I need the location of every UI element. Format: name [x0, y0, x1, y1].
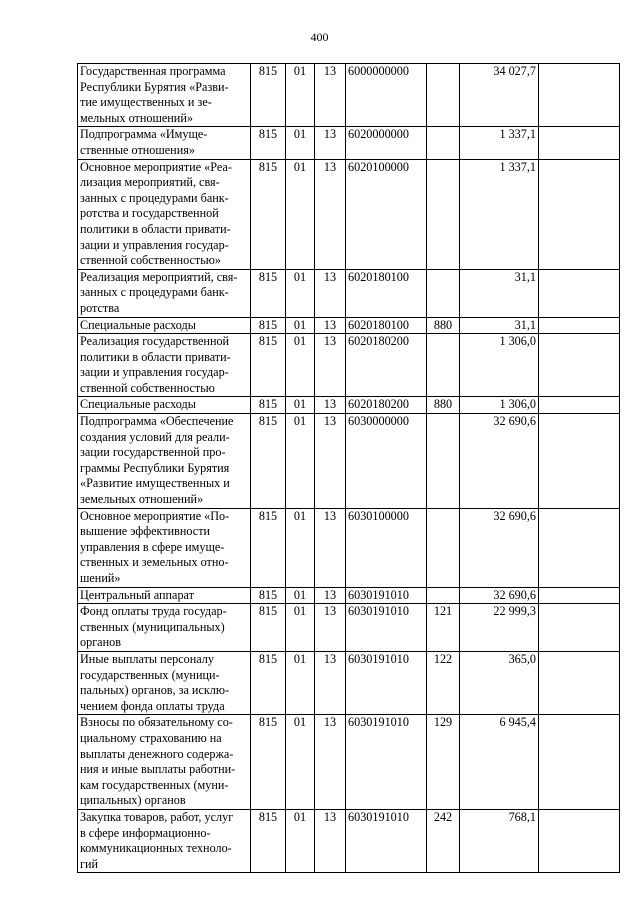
expense-type-cell — [427, 414, 460, 509]
ministry-cell: 815 — [251, 651, 286, 714]
section-cell: 01 — [286, 159, 315, 269]
row-name-line: ния и иные выплаты работни- — [80, 762, 236, 777]
row-name-line: гий — [80, 856, 99, 871]
section-cell: 01 — [286, 809, 315, 872]
row-name-line: ственной собственностью — [80, 380, 215, 395]
row-name-line: Подпрограмма «Обеспечение — [80, 414, 234, 429]
row-name-line: циальному страхованию на — [80, 730, 222, 745]
table-row — [78, 397, 620, 414]
row-name-line: зации и управления государ- — [80, 365, 229, 380]
subsection-cell: 13 — [315, 397, 346, 414]
target-article-cell: 6020180100 — [346, 269, 427, 317]
target-article-cell: 6000000000 — [346, 64, 427, 127]
row-name-cell — [78, 414, 251, 509]
row-name-line: Основное мероприятие «Реа- — [80, 159, 232, 174]
section-cell: 01 — [286, 715, 315, 810]
row-name-line: Основное мероприятие «По- — [80, 508, 230, 523]
amount-cell: 34 027,7 — [460, 64, 539, 127]
row-name-line: Реализация государственной — [80, 334, 230, 349]
subsection-cell: 13 — [315, 269, 346, 317]
section-cell: 01 — [286, 587, 315, 604]
expense-type-cell — [427, 587, 460, 604]
empty-cell — [539, 127, 620, 159]
amount-cell: 32 690,6 — [460, 414, 539, 509]
row-name-cell — [78, 334, 251, 397]
table-row — [78, 127, 620, 159]
ministry-cell: 815 — [251, 397, 286, 414]
empty-cell — [539, 604, 620, 652]
table-row — [78, 809, 620, 872]
target-article-cell: 6030191010 — [346, 587, 427, 604]
row-name-line: ципальных) органов — [80, 793, 186, 808]
row-name-line: зации и управления государ- — [80, 237, 229, 252]
ministry-cell: 815 — [251, 269, 286, 317]
amount-cell: 31,1 — [460, 317, 539, 334]
amount-cell: 768,1 — [460, 809, 539, 872]
table-row — [78, 587, 620, 604]
ministry-cell: 815 — [251, 317, 286, 334]
row-name-line: Реализация мероприятий, свя- — [80, 269, 238, 284]
section-cell: 01 — [286, 317, 315, 334]
empty-cell — [539, 317, 620, 334]
row-name-line: Иные выплаты персоналу — [80, 651, 214, 666]
table-row — [78, 651, 620, 714]
row-name-line: «Развитие имущественных и — [80, 476, 230, 491]
table-row — [78, 414, 620, 509]
row-name-cell — [78, 587, 251, 604]
empty-cell — [539, 334, 620, 397]
row-name-line: Специальные расходы — [80, 317, 196, 332]
ministry-cell: 815 — [251, 159, 286, 269]
target-article-cell: 6030191010 — [346, 651, 427, 714]
ministry-cell: 815 — [251, 64, 286, 127]
subsection-cell: 13 — [315, 334, 346, 397]
row-name-line: в сфере информационно- — [80, 825, 211, 840]
expense-type-cell: 880 — [427, 317, 460, 334]
table-row — [78, 269, 620, 317]
row-name-line: вышение эффективности — [80, 524, 211, 539]
empty-cell — [539, 269, 620, 317]
table-row — [78, 715, 620, 810]
ministry-cell: 815 — [251, 334, 286, 397]
subsection-cell: 13 — [315, 587, 346, 604]
page-number: 400 — [310, 30, 329, 44]
row-name-cell — [78, 317, 251, 334]
subsection-cell: 13 — [315, 651, 346, 714]
target-article-cell: 6030000000 — [346, 414, 427, 509]
target-article-cell: 6030100000 — [346, 508, 427, 587]
amount-cell: 32 690,6 — [460, 508, 539, 587]
row-name-line: лизация мероприятий, свя- — [80, 175, 220, 190]
row-name-line: кам государственных (муни- — [80, 777, 229, 792]
row-name-line: ротства — [80, 300, 120, 315]
row-name-line: ротства и государственной — [80, 206, 219, 221]
row-name-line: занных с процедурами банк- — [80, 190, 229, 205]
row-name-line: управления в сфере имуще- — [80, 539, 225, 554]
subsection-cell: 13 — [315, 414, 346, 509]
row-name-line: Республики Бурятия «Разви- — [80, 79, 229, 94]
section-cell: 01 — [286, 508, 315, 587]
budget-table — [77, 63, 620, 873]
row-name-line: создания условий для реали- — [80, 429, 230, 444]
ministry-cell: 815 — [251, 587, 286, 604]
amount-cell: 1 337,1 — [460, 127, 539, 159]
section-cell: 01 — [286, 269, 315, 317]
subsection-cell: 13 — [315, 604, 346, 652]
expense-type-cell: 880 — [427, 397, 460, 414]
target-article-cell: 6020000000 — [346, 127, 427, 159]
expense-type-cell — [427, 269, 460, 317]
target-article-cell: 6030191010 — [346, 715, 427, 810]
row-name-line: политики в области привати- — [80, 221, 231, 236]
subsection-cell: 13 — [315, 715, 346, 810]
expense-type-cell: 242 — [427, 809, 460, 872]
row-name-line: чением фонда оплаты труда — [80, 698, 225, 713]
ministry-cell: 815 — [251, 414, 286, 509]
section-cell: 01 — [286, 414, 315, 509]
section-cell: 01 — [286, 651, 315, 714]
empty-cell — [539, 587, 620, 604]
row-name-line: ственных и земельных отно- — [80, 555, 229, 570]
subsection-cell: 13 — [315, 809, 346, 872]
amount-cell: 1 306,0 — [460, 334, 539, 397]
budget-table-body — [78, 64, 620, 873]
row-name-line: Специальные расходы — [80, 397, 196, 412]
amount-cell: 6 945,4 — [460, 715, 539, 810]
ministry-cell: 815 — [251, 604, 286, 652]
target-article-cell: 6020180200 — [346, 334, 427, 397]
row-name-cell — [78, 809, 251, 872]
target-article-cell: 6020180100 — [346, 317, 427, 334]
row-name-line: ственной собственностью» — [80, 253, 222, 268]
amount-cell: 31,1 — [460, 269, 539, 317]
amount-cell: 365,0 — [460, 651, 539, 714]
row-name-cell — [78, 127, 251, 159]
row-name-line: пальных) органов, за исклю- — [80, 683, 230, 698]
amount-cell: 32 690,6 — [460, 587, 539, 604]
row-name-cell — [78, 397, 251, 414]
section-cell: 01 — [286, 64, 315, 127]
row-name-line: зации государственной про- — [80, 445, 226, 460]
row-name-line: государственных (муници- — [80, 667, 220, 682]
target-article-cell: 6030191010 — [346, 809, 427, 872]
amount-cell: 22 999,3 — [460, 604, 539, 652]
table-row — [78, 334, 620, 397]
subsection-cell: 13 — [315, 64, 346, 127]
row-name-line: выплаты денежного содержа- — [80, 746, 234, 761]
expense-type-cell — [427, 159, 460, 269]
expense-type-cell — [427, 64, 460, 127]
empty-cell — [539, 64, 620, 127]
section-cell: 01 — [286, 397, 315, 414]
table-row — [78, 604, 620, 652]
amount-cell: 1 337,1 — [460, 159, 539, 269]
table-row — [78, 317, 620, 334]
row-name-cell — [78, 651, 251, 714]
row-name-cell — [78, 508, 251, 587]
expense-type-cell — [427, 127, 460, 159]
row-name-line: земельных отношений» — [80, 492, 204, 507]
row-name-line: Государственная программа — [80, 64, 226, 78]
ministry-cell: 815 — [251, 715, 286, 810]
row-name-line: Фонд оплаты труда государ- — [80, 604, 227, 619]
ministry-cell: 815 — [251, 809, 286, 872]
row-name-cell — [78, 269, 251, 317]
row-name-cell — [78, 604, 251, 652]
expense-type-cell: 129 — [427, 715, 460, 810]
row-name-line: занных с процедурами банк- — [80, 285, 229, 300]
row-name-line: мельных отношений» — [80, 110, 193, 125]
section-cell: 01 — [286, 334, 315, 397]
table-row — [78, 159, 620, 269]
empty-cell — [539, 809, 620, 872]
row-name-line: политики в области привати- — [80, 349, 231, 364]
empty-cell — [539, 414, 620, 509]
amount-cell: 1 306,0 — [460, 397, 539, 414]
expense-type-cell: 121 — [427, 604, 460, 652]
subsection-cell: 13 — [315, 127, 346, 159]
row-name-line: Центральный аппарат — [80, 587, 194, 602]
subsection-cell: 13 — [315, 317, 346, 334]
table-row — [78, 508, 620, 587]
empty-cell — [539, 715, 620, 810]
row-name-line: ственные отношения» — [80, 142, 195, 157]
subsection-cell: 13 — [315, 508, 346, 587]
row-name-line: Закупка товаров, работ, услуг — [80, 809, 234, 824]
ministry-cell: 815 — [251, 508, 286, 587]
empty-cell — [539, 651, 620, 714]
row-name-line: Подпрограмма «Имуще- — [80, 127, 208, 142]
row-name-cell — [78, 715, 251, 810]
subsection-cell: 13 — [315, 159, 346, 269]
table-row — [78, 64, 620, 127]
ministry-cell: 815 — [251, 127, 286, 159]
row-name-line: коммуникационных техноло- — [80, 841, 232, 856]
row-name-line: Взносы по обязательному со- — [80, 715, 233, 730]
row-name-line: граммы Республики Бурятия — [80, 460, 230, 475]
row-name-line: ственных (муниципальных) — [80, 619, 225, 634]
target-article-cell: 6020180200 — [346, 397, 427, 414]
empty-cell — [539, 397, 620, 414]
expense-type-cell — [427, 334, 460, 397]
empty-cell — [539, 159, 620, 269]
target-article-cell: 6020100000 — [346, 159, 427, 269]
row-name-line: шений» — [80, 571, 121, 585]
row-name-line: тие имущественных и зе- — [80, 95, 212, 110]
section-cell: 01 — [286, 604, 315, 652]
section-cell: 01 — [286, 127, 315, 159]
target-article-cell: 6030191010 — [346, 604, 427, 652]
row-name-line: органов — [80, 635, 121, 650]
expense-type-cell: 122 — [427, 651, 460, 714]
empty-cell — [539, 508, 620, 587]
expense-type-cell — [427, 508, 460, 587]
row-name-cell — [78, 64, 251, 127]
row-name-cell — [78, 159, 251, 269]
